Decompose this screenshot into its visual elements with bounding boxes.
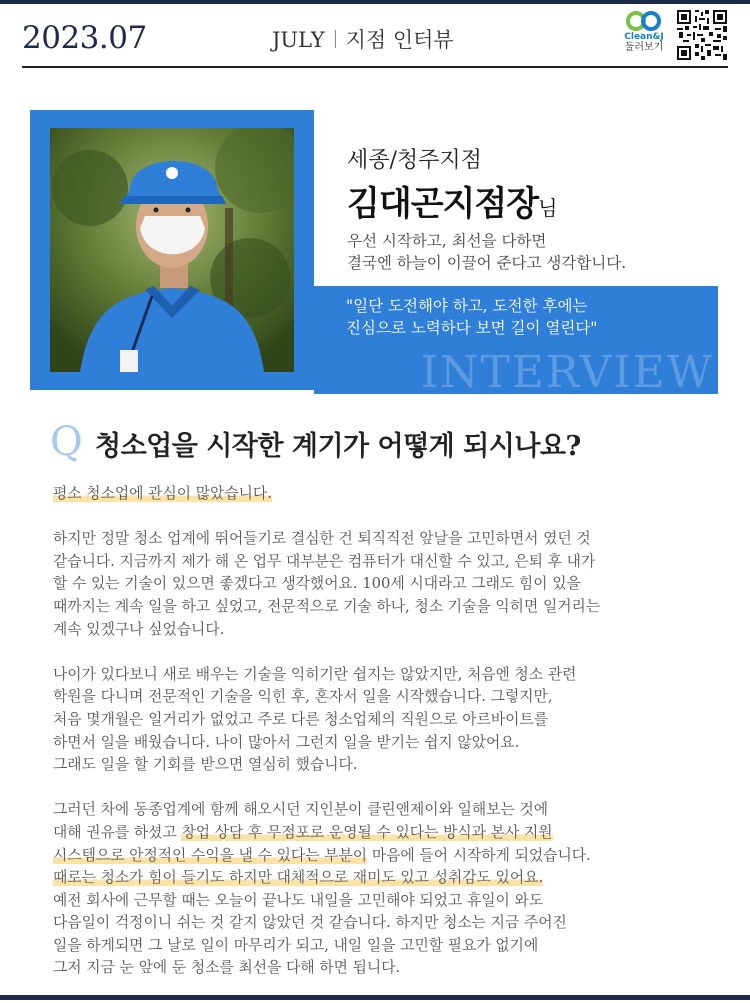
page-header bbox=[22, 10, 728, 68]
intro-line: 결국엔 하늘이 이끌어 준다고 생각합니다. bbox=[347, 254, 627, 272]
brand-logo-link[interactable] bbox=[620, 10, 668, 62]
intro-line: 우선 시작하고, 최선을 다하면 bbox=[347, 232, 547, 250]
answer-line: 처음 몇개월은 일거리가 없었고 주로 다른 청소업체의 직원으로 아르바이트를 bbox=[53, 710, 549, 728]
brand-logo-icon bbox=[624, 10, 664, 32]
answer-line: 다음일이 걱정이니 쉬는 것 같지 않았던 것 같습니다. 하지만 청소는 지금 주어진 bbox=[53, 914, 567, 932]
qr-code-icon[interactable] bbox=[677, 10, 727, 60]
answer-line: 나이가 있다보니 새로 배우는 기술을 익히기란 쉽지는 않았지만, 처음엔 청소 관련 bbox=[53, 665, 577, 683]
pull-quote bbox=[346, 295, 597, 339]
answer-paragraph-4 bbox=[53, 799, 713, 980]
interviewee-name bbox=[347, 176, 557, 225]
month-label: JULY bbox=[272, 28, 325, 52]
interview-watermark: INTERVIEW bbox=[420, 347, 714, 394]
answer-line: 그래도 일을 할 기회를 받으면 열심히 했습니다. bbox=[53, 756, 358, 774]
section-label: 지점 인터뷰 bbox=[345, 28, 454, 52]
answer-line bbox=[53, 867, 713, 890]
answer-line: 평소 청소업에 관심이 많았습니다. bbox=[53, 485, 272, 502]
answer-line: 하면서 일을 배웠습니다. 나이 많아서 그런지 일을 받기는 쉽지 않았어요. bbox=[53, 733, 520, 751]
portrait-frame bbox=[30, 110, 314, 390]
quote-line: 진심으로 노력하다 보면 길이 열린다" bbox=[346, 319, 598, 337]
top-border bbox=[0, 0, 750, 4]
answer-line: 할 수 있는 기술이 있으면 좋겠다고 생각했어요. 100세 시대라고 그래도 힘이 있을 bbox=[53, 575, 581, 593]
bottom-border bbox=[0, 995, 750, 1000]
answer-line: 계속 있겠구나 싶었습니다. bbox=[53, 620, 225, 638]
honorific: 님 bbox=[538, 196, 558, 220]
answer-line bbox=[53, 845, 713, 868]
section-title bbox=[272, 24, 454, 54]
answer-paragraph-1 bbox=[53, 483, 713, 506]
answer-line: 학원을 다니며 전문적인 기술을 익힌 후, 혼자서 일을 시작했습니다. 그렇지만, bbox=[53, 688, 553, 706]
portrait-photo bbox=[50, 128, 294, 372]
highlighted-text: 때로는 청소가 힘이 들기도 하지만 대체적으로 재미도 있고 성취감도 있어요. bbox=[53, 869, 544, 887]
issue-date: 2023.07 bbox=[22, 20, 147, 56]
answer-line bbox=[53, 822, 713, 845]
answer-line-part: 대해 권유를 하셨고 bbox=[53, 823, 182, 841]
interviewee-name-text: 김대곤지점장 bbox=[347, 184, 539, 224]
answer-line: 때까지는 계속 일을 하고 싶었고, 전문적으로 기술 하나, 청소 기술을 익히면 일거리는 bbox=[53, 597, 601, 615]
answer-paragraph-2 bbox=[53, 528, 713, 641]
intro-text bbox=[347, 230, 626, 274]
branch-name: 세종/청주지점 bbox=[347, 148, 482, 173]
answer-line: 그저 지금 눈 앞에 둔 청소를 최선을 다해 하면 됩니다. bbox=[53, 959, 401, 977]
question-marker: Q bbox=[50, 419, 83, 465]
answer-line: 그러던 차에 동종업계에 함께 해오시던 지인분이 클린앤제이와 일해보는 것에 bbox=[53, 801, 549, 819]
answer-line: 같습니다. 지금까지 제가 해 온 업무 대부분은 컴퓨터가 대신할 수 있고, 은퇴 후 내가 bbox=[53, 552, 596, 570]
answer-line: 일을 하게되면 그 날로 일이 마무리가 되고, 내일 일을 고민할 필요가 없기에 bbox=[53, 936, 539, 954]
answer-line: 하지만 정말 청소 업계에 뛰어들기로 결심한 건 퇴직직전 앞날을 고민하면서 였던 것 bbox=[53, 530, 591, 548]
highlighted-text: 시스템으로 안정적인 수익을 낼 수 있다는 부분이 bbox=[53, 846, 368, 864]
question-heading: 청소업을 시작한 계기가 어떻게 되시나요? bbox=[95, 431, 581, 462]
quote-box bbox=[314, 286, 718, 394]
answer-line: 예전 회사에 근무할 때는 오늘이 끝나도 내일을 고민해야 되었고 휴일이 와도 bbox=[53, 891, 544, 909]
title-divider bbox=[335, 30, 336, 48]
brand-name: Clean&J bbox=[624, 32, 664, 42]
answer-body bbox=[53, 483, 713, 1003]
answer-line-part: 마음에 들어 시작하게 되었습니다. bbox=[367, 846, 591, 864]
answer-paragraph-3 bbox=[53, 664, 713, 777]
highlighted-text: 창업 상담 후 무점포로 운영될 수 있다는 방식과 본사 지원 bbox=[181, 823, 553, 841]
browse-label: 둘러보기 bbox=[624, 42, 664, 53]
branch-manager-portrait bbox=[50, 128, 294, 372]
quote-line: "일단 도전해야 하고, 도전한 후에는 bbox=[346, 297, 588, 315]
